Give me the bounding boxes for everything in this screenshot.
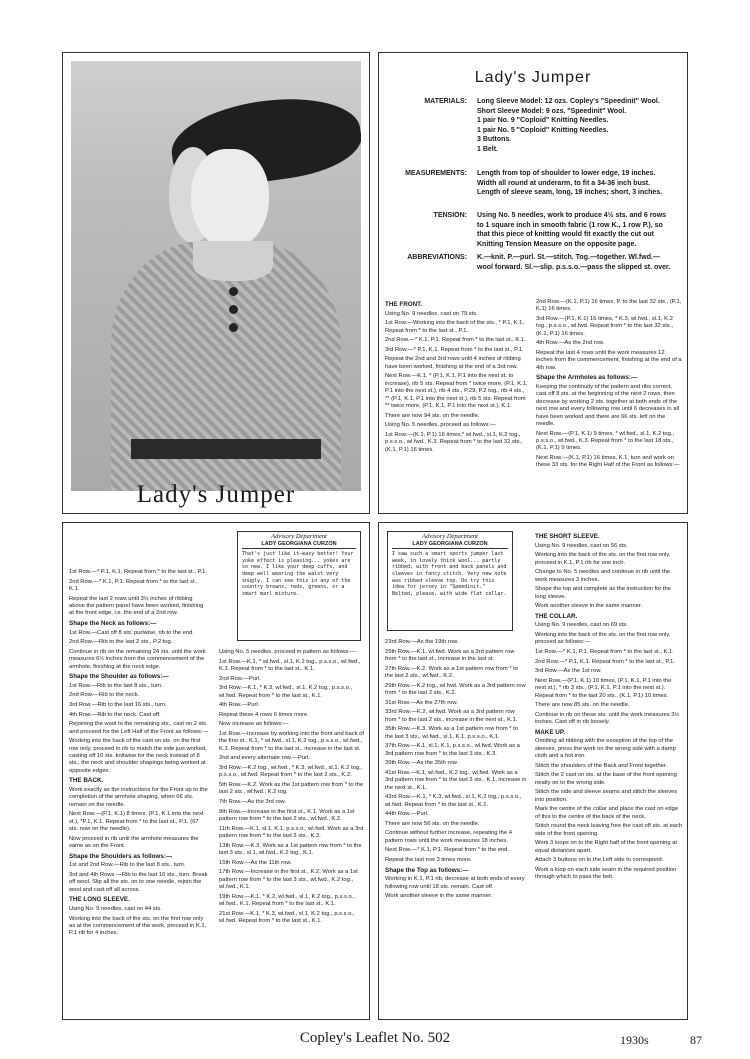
instruction-paragraph: Repeat these 4 rows 6 times more. bbox=[219, 711, 309, 718]
front-column-2 bbox=[536, 299, 682, 472]
instruction-paragraph: Using No. 9 needles, cast on 56 sts. bbox=[535, 542, 628, 549]
instruction-paragraph: 27th Row.—K.2. Work as a 1st pattern row from * to the last 2 sts., wl.fwd., K.2. bbox=[385, 665, 518, 679]
instruction-paragraph: 1st Row.—* K.1, P.1. Repeat from * to the last st., K.1. bbox=[535, 648, 674, 655]
instruction-paragraph: 1st Row.—Increase by working into the front and back of the first st., K.1, * wl.fwd., sl.1, K.2 tog., p.s.s.o., wl.fwd., K.3. Repeat from * to the last st., increase in the last st. bbox=[219, 730, 364, 752]
instruction-paragraph: 15th Row.—As the 11th row. bbox=[219, 859, 292, 866]
instruction-paragraph: Work a loop on each side seam in the required position through which to pass the belt. bbox=[535, 866, 677, 881]
instruction-paragraph: Repeat the last 2 rows until 3½ inches of ribbing above the pattern panel have been worked, finishing at the front edge, i.e. the end of a 2nd row. bbox=[69, 595, 204, 617]
instruction-paragraph: Change to No. 5 needles and continue in rib until the work measures 3 inches. bbox=[535, 569, 671, 583]
instruction-paragraph: 1st Row.—Working into the back of the sts., * P.1, K.1. Repeat from * to the last st., P.1. bbox=[385, 320, 524, 334]
instruction-paragraph: 3rd Row.—As the 1st row. bbox=[535, 668, 602, 675]
instruction-paragraph: There are now 56 sts. on the needle. bbox=[385, 820, 480, 827]
leaflet-title: Copley's Leaflet No. 502 bbox=[299, 1030, 451, 1046]
instructions-panel-lower-right bbox=[378, 522, 688, 1020]
instruction-paragraph: 2nd Row.—Rib to the neck. bbox=[69, 692, 140, 699]
instruction-paragraph: 2nd Row.—(K.1, P.1) 16 times, P. to the last 32 sts., (P.1, K.1) 16 times. bbox=[536, 299, 682, 313]
instruction-paragraph: Next Row.—(K.1, P.1) 16 times, K.1, turn and work on these 33 sts. for the Right Half of the Front as follows:— bbox=[536, 455, 680, 469]
photo-caption: Lady's Jumper bbox=[136, 481, 296, 508]
instruction-paragraph: Next Row.—(P.1, K.1) 10 times, (P.1, K.1, P.1 into the next st.), * rib 3 sts., (P.1, K.1, P.1 into the next st.). Repeat from * to the last 20 sts., (K.1, P.1) 10 times. bbox=[535, 677, 672, 699]
section-heading: Shape the Neck as follows:— bbox=[69, 620, 157, 627]
instruction-paragraph: 9th Row.—Increase in the first st., K.1. Work as a 1st pattern row from * to the last 2 sts., wl.fwd., K.2. bbox=[219, 808, 355, 822]
instruction-paragraph: Work exactly as the instructions for the Front up to the completion of the armhole shaping, when 66 sts. remain on the needle. bbox=[69, 786, 208, 808]
section-heading: Shape the Top as follows:— bbox=[385, 866, 469, 874]
advisory-department: Advisory Department bbox=[271, 533, 327, 540]
instruction-paragraph: Repeat the last row 3 times more. bbox=[385, 856, 472, 863]
instruction-paragraph: Using No. 9 needles, cast on 79 sts. bbox=[385, 310, 478, 317]
instruction-paragraph: 1st Row.—Rib to the last 8 sts., turn. bbox=[69, 682, 163, 689]
instruction-paragraph: 1st Row.—* P.1, K.1. Repeat from * to the last st., P.1. bbox=[69, 569, 208, 575]
face-illustration bbox=[191, 149, 269, 249]
section-heading: THE FRONT. bbox=[385, 301, 423, 308]
instruction-paragraph: 3rd Row.—K.2 tog., wl.fwd., * K.3, wl.fwd., sl.1, K.2 tog., p.s.s.o., wl.fwd. Repeat from * to the last 2 sts., K.2. bbox=[219, 764, 363, 779]
lower-column-2 bbox=[219, 649, 365, 928]
instruction-paragraph: Repeat the last 4 rows until the work measures 12 inches from the commencement, finishing at the end of a 4th row. bbox=[536, 350, 682, 371]
instruction-paragraph: Working into the back of the sts. on the first row only as at the commencement of the work, proceed in K.1, P.1 rib for 4 inches. bbox=[69, 915, 207, 937]
instruction-paragraph: There are now 94 sts. on the needle. bbox=[385, 412, 480, 419]
instruction-paragraph: Work another sleeve in the same manner. bbox=[535, 603, 643, 610]
front-column-1 bbox=[385, 299, 529, 456]
instruction-paragraph: 37th Row.—K.1, sl.1, K.1, p.s.s.o., wl.fwd. Work as a 3rd pattern row from * to the last 3 sts., K.3. bbox=[385, 743, 520, 757]
advisory-department: Advisory Department bbox=[422, 533, 478, 540]
instruction-paragraph: 13th Row.—K.3. Work as a 1st pattern row from * to the last 3 sts., sl.1, wl.fwd., K.2 tog., K.1. bbox=[219, 842, 362, 856]
instruction-paragraph: 17th Row.—Increase in the first st., K.2. Work as a 1st pattern row from * to the last 3 sts., wl.fwd., K.2 tog., wl.fwd., K.1. bbox=[219, 869, 358, 890]
section-heading: MAKE UP. bbox=[535, 728, 565, 736]
abbreviations-label: ABBREVIATIONS: bbox=[407, 254, 467, 261]
measurements-label: MEASUREMENTS: bbox=[405, 170, 467, 177]
instruction-paragraph: 33rd Row.—K.2, wl.fwd. Work as a 3rd pattern row from * to the last 2 sts., increase in the next st., K.1. bbox=[385, 709, 518, 723]
instruction-paragraph: 1st and 2nd Row.—Rib to the last 8 sts., turn. bbox=[69, 862, 186, 869]
pattern-title: Lady's Jumper bbox=[474, 69, 592, 86]
instruction-paragraph: Stitch the shoulders of the Back and Front together. bbox=[535, 762, 668, 769]
materials-line: Short Sleeve Model: 9 ozs. "Speedinit" Wool. bbox=[477, 107, 627, 115]
instruction-paragraph: 2nd Row.—* K.1, P.1. Repeat from * to the last st., K.1. bbox=[385, 337, 526, 344]
instruction-paragraph: There are now 85 sts. on the needle. bbox=[535, 702, 630, 709]
instruction-paragraph: 3rd Row.—K.1, * K.3, wl.fwd., sl.1, K.2 tog., p.s.s.o., wl.fwd. Repeat from * to the last st., K.1. bbox=[219, 685, 353, 699]
instruction-paragraph: 3rd and 4th Rows.—Rib to the last 16 sts., turn. Break off wool. Slip all the sts. on to one needle, rejoin the wool and cast off all across. bbox=[69, 871, 208, 893]
section-heading: THE BACK. bbox=[69, 777, 104, 785]
instruction-paragraph: Omitting all ribbing with the exception of the top of the sleeves, press the work on the wrong side with a damp cloth and a hot iron. bbox=[535, 738, 676, 760]
materials-line: Long Sleeve Model: 12 ozs. Copley's "Speedinit" Wool. bbox=[477, 98, 660, 105]
section-heading: Shape the Armholes as follows:— bbox=[536, 374, 638, 382]
instruction-paragraph: Working into the back of the sts. on the first row only, proceed in K.1, P.1 rib for one inch. bbox=[535, 552, 671, 566]
advisory-box bbox=[237, 531, 361, 641]
measurements-line: Length of sleeve seam, long, 19 inches; short, 3 inches. bbox=[477, 189, 663, 196]
instruction-paragraph: 7th Row.—As the 3rd row. bbox=[219, 798, 287, 805]
instruction-paragraph: 2nd Row.—Rib to the last 2 sts., P.2 tog. bbox=[69, 639, 173, 646]
measurements-line: Width all round at underarm, to fit a 34-36 inch bust. bbox=[477, 179, 651, 187]
instruction-paragraph: 3rd Row.—(P.1, K.1) 16 times, * K.3, wl.fwd., sl.1, K.2 tog., p.s.s.o., wl.fwd. Repeat from * to the last 32 sts., (K.1, P.1) 16 times. bbox=[536, 316, 673, 337]
tension-text: Using No. 5 needles, work to produce 4½ sts. and 6 rows to 1 square inch in smooth fabric (1 row K., 1 row P.), so that this piece of knitting would fit exactly the cut out Knitting Tension Measure on the opposite page. bbox=[477, 212, 667, 248]
instruction-paragraph: Work 3 loops on to the Right half of the front opening at equal distances apart. bbox=[535, 840, 678, 854]
instruction-paragraph: Repeat the 2nd and 3rd rows until 4 inches of ribbing have been worked, finishing at the end of a 3rd row. bbox=[385, 356, 521, 370]
section-heading: THE LONG SLEEVE. bbox=[69, 896, 130, 904]
instruction-paragraph: Shape the top and complete as the instruction for the long sleeve. bbox=[535, 586, 671, 600]
instruction-paragraph: Stitch round the neck leaving free the cast off sts. at each side of the front opening. bbox=[535, 823, 683, 837]
instruction-paragraph: 25th Row.—K.1, wl.fwd. Work as a 3rd pattern row from * to the last st., increase in the last st. bbox=[385, 648, 515, 662]
instruction-paragraph: 35th Row.—K.3. Work as a 1st pattern row from * to the last 3 sts., wl.fwd., sl.1, K.1, p.s.s.o., K.1. bbox=[385, 726, 518, 740]
instruction-paragraph: Next Row.—(P.1, K.1) 9 times, * wl.fwd., sl.1, K.2 tog., p.s.s.o., wl.fwd., K.3. Repeat from * to the last 18 sts., (K.1, P.1) 9 times. bbox=[536, 430, 675, 452]
instruction-paragraph: Next Row.—K.1, * (P.1, K.1, P.1 into the next st. to increase), rib 5 sts. Repeat from * twice more, (P.1, K.1, P.1 into the next st.), rib 4 sts., P.29, P.2 tog., rib 4 sts., ** (P.1, K.1, P.1 into the next st.), rib 5 sts. Repeat from ** twice more, (P.1, K.1, P.1 into the next st.), K.1. bbox=[385, 373, 528, 409]
instruction-paragraph: Now proceed in rib until the armhole measures the same as on the Front. bbox=[69, 835, 199, 850]
lower-column-3 bbox=[385, 639, 527, 903]
section-heading: Shape the Shoulders as follows:— bbox=[69, 852, 173, 860]
advisory-text: That's just like it—easy better! Your yoke effect is pleasing... yokes are so new. I like your deep cuffs, and deep well wearing the waist very snugly. I can see this in any of the country browns, reds, greens, or a smart marl mixture. bbox=[242, 551, 354, 597]
era-label: 1930s bbox=[620, 1033, 649, 1047]
instruction-paragraph: 4th Row.—Purl. bbox=[219, 702, 260, 709]
instruction-paragraph: 19th Row.—K.1, * K.2, wl.fwd., sl.1, K.2 tog., p.s.s.o., wl.fwd., K.1. Repeat from * to the last st., K.1. bbox=[219, 893, 355, 907]
advisory-name: LADY GEORGIANA CURZON bbox=[392, 541, 508, 550]
page-number: 87 bbox=[690, 1033, 702, 1047]
instruction-paragraph: Attach 3 buttons on to the Left side to correspond. bbox=[535, 857, 664, 864]
instruction-paragraph: Working into the back of the cast on sts. on the first row only, proceed in rib to match the side just worked, casting off 10 sts. knitwise for the neck instead of 8 sts., the neck and shoulder shapings being worked at opposite edges. bbox=[69, 738, 207, 774]
advisory-box bbox=[387, 531, 513, 631]
instruction-paragraph: Keeping the continuity of the pattern and ribs correct, cast off 8 sts. at the beginning of the next 2 rows, then decrease by working 2 sts. together at both ends of the next row and every following row until 6 decreases in all have been worked and there are 66 sts. left on the needle. bbox=[536, 384, 680, 428]
lower-column-1 bbox=[69, 569, 209, 940]
instruction-paragraph: 4th Row.—As the 2nd row. bbox=[536, 340, 605, 347]
materials-line: 3 Buttons. bbox=[477, 136, 512, 143]
instruction-paragraph: Next Row.—* K.1, P.1. Repeat from * to the end. bbox=[385, 847, 509, 854]
instruction-paragraph: 2nd and every alternate row.—Purl. bbox=[219, 755, 310, 762]
materials-line: 1 Belt. bbox=[477, 145, 499, 153]
instruction-paragraph: Continue in rib on these sts. until the work measures 3½ inches. Cast off in rib loosely. bbox=[535, 711, 680, 726]
instruction-paragraph: Working into the back of the sts. on the first row only, proceed as follows:— bbox=[535, 631, 671, 646]
materials-line: 1 pair No. 9 "Coploid" Knitting Needles. bbox=[477, 117, 609, 124]
instruction-paragraph: 2nd Row.—* P.1, K.1. Repeat from * to the last st., P.1. bbox=[535, 658, 675, 665]
instruction-paragraph: 3rd Row.—Rib to the last 16 sts., turn. bbox=[69, 701, 167, 708]
button-illustration bbox=[229, 323, 238, 332]
photo-panel bbox=[62, 52, 370, 514]
instruction-paragraph: Work another sleeve in the same manner. bbox=[385, 893, 493, 900]
section-heading: Shape the Shoulder as follows:— bbox=[69, 673, 169, 681]
collar-illustration bbox=[193, 241, 273, 281]
instruction-paragraph: 1st Row.—Cast off 8 sts. purlwise, rib to the end. bbox=[69, 629, 194, 636]
instruction-paragraph: 2nd Row.—Purl. bbox=[219, 675, 261, 682]
instruction-paragraph: Stitch the side and sleeve seams and stitch the sleeves into position. bbox=[535, 789, 678, 803]
instruction-paragraph: Continue in rib on the remaining 24 sts. until the work measures 6½ inches from the commencement of the armhole, finishing at the neck edge. bbox=[69, 648, 206, 670]
instruction-paragraph: 44th Row.—Purl. bbox=[385, 811, 429, 818]
instruction-paragraph: Mark the centre of the collar and place the cast on edge of this to the centre of the back of the neck. bbox=[535, 806, 679, 820]
instruction-paragraph: 31st Row.—As the 27th row. bbox=[385, 699, 458, 706]
tension-section bbox=[387, 211, 682, 251]
instruction-paragraph: 11th Row.—K.1, sl.1, K.1, p.s.s.o., wl.fwd. Work as a 3rd pattern row from * to the last 3 sts., K.3. bbox=[219, 825, 364, 839]
abbreviations-text: K.—knit. P.—purl. St.—stitch. Tog.—together. Wl.fwd.—wool forward. Sl.—slip. p.s.s.o.—pass the slipped st. over. bbox=[477, 254, 671, 271]
materials-line: 1 pair No. 5 "Coploid" Knitting Needles. bbox=[477, 126, 609, 134]
advisory-text: I saw such a smart sports jumper last week, in lovely thick wool... partly ribbed, with front and back panels and sleeves in fancy stitch. Very new note was ribbed sleeve top. Do try this idea for jersey in "Speedinit." Belted, please, with wide flat collar. bbox=[392, 551, 507, 597]
instruction-paragraph: 21st Row.—K.1, * K.3, wl.fwd., sl.1, K.2 tog., p.s.s.o., wl.fwd. Repeat from * to the last st., K.1. bbox=[219, 910, 355, 924]
instruction-paragraph: 43rd Row.—K.1, * K.3, wl.fwd., sl.1, K.2 tog., p.s.s.o., wl.fwd. Repeat from * to the last st., K.1. bbox=[385, 794, 522, 808]
model-photo bbox=[71, 61, 361, 491]
instruction-paragraph: 29th Row.—K.2 tog., wl.fwd. Work as a 3rd pattern row from * to the last 2 sts., K.2. bbox=[385, 682, 526, 696]
section-heading: THE SHORT SLEEVE. bbox=[535, 533, 600, 540]
button-illustration bbox=[229, 305, 238, 314]
instruction-paragraph: Now increase as follows:— bbox=[219, 721, 289, 728]
advisory-name: LADY GEORGIANA CURZON bbox=[242, 541, 356, 550]
instruction-paragraph: Using No. 5 needles, proceed in pattern as follows:— bbox=[219, 649, 356, 655]
instruction-paragraph: Using No. 9 needles, cast on 44 sts. bbox=[69, 905, 162, 912]
instruction-paragraph: 1st Row.—(K.1, P.1) 16 times,* wl.fwd., sl.1, K.2 tog., p.s.s.o., wl.fwd., K.3. Repeat from * to the last 32 sts., (K.1, P.1) 16 times. bbox=[385, 431, 523, 453]
lower-column-4 bbox=[535, 531, 683, 884]
measurements-line: Length from top of shoulder to lower edge, 19 inches. bbox=[477, 170, 656, 177]
materials-section bbox=[387, 97, 682, 157]
instruction-paragraph: Working in K.1, P.1 rib, decrease at both ends of every following row until 18 sts. remain. Cast off. bbox=[385, 876, 525, 890]
instruction-paragraph: 3rd Row.—* P.1, K.1. Repeat from * to the last st., P.1. bbox=[385, 346, 524, 353]
instruction-paragraph: 23rd Row.—As the 19th row. bbox=[385, 639, 459, 645]
tension-label: TENSION: bbox=[433, 212, 467, 219]
instruction-paragraph: Rejoining the wool to the remaining sts., cast on 2 sts. and proceed for the Left Half of the Front as follows:— bbox=[69, 721, 209, 735]
instruction-paragraph: Stitch the 2 cast on sts. at the base of the front opening neatly on to the wrong side. bbox=[535, 772, 677, 786]
instruction-paragraph: 2nd Row.—* K.1, P.1. Repeat from * to the last st., K.1. bbox=[69, 578, 198, 592]
abbreviations-section bbox=[387, 253, 682, 285]
instruction-paragraph: Continue without further increase, repeating the 4 pattern rows until the work measures 18 inches. bbox=[385, 830, 512, 844]
section-heading: THE COLLAR. bbox=[535, 612, 578, 620]
instructions-panel-top bbox=[378, 52, 688, 514]
instruction-paragraph: 41st Row.—K.1, wl.fwd., K.2 tog., wl.fwd. Work as a 3rd pattern row from * to the last 3 sts., K.1, increase in the next st., K.1. bbox=[385, 769, 527, 791]
belt-illustration bbox=[131, 439, 321, 459]
instruction-paragraph: Using No. 9 needles, cast on 69 sts. bbox=[535, 622, 628, 629]
instruction-paragraph: 39th Row.—As the 35th row. bbox=[385, 760, 459, 767]
button-illustration bbox=[229, 287, 238, 296]
instruction-paragraph: 5th Row.—K.2. Work as the 1st pattern row from * to the last 2 sts., wl.fwd., K.2 tog. bbox=[219, 781, 364, 796]
materials-label: MATERIALS: bbox=[424, 98, 467, 105]
measurements-section bbox=[387, 169, 682, 201]
instruction-paragraph: Next Row.—(P.1, K.1) 8 times, (P.1, K.1 into the next st.), *P.1, K.1. Repeat from * to the last st., P.1. (67 sts. now on the needle). bbox=[69, 811, 204, 833]
instructions-panel-lower-left bbox=[62, 522, 370, 1020]
instruction-paragraph: Using No. 5 needles, proceed as follows:— bbox=[385, 422, 496, 429]
instruction-paragraph: 4th Row.—Rib to the neck. Cast off. bbox=[69, 711, 161, 718]
instruction-paragraph: 1st Row.—K.1, * wl.fwd., sl.1, K.2 tog., p.s.s.o., wl.fwd., K.3. Repeat from * to the last st., K.1. bbox=[219, 658, 361, 672]
